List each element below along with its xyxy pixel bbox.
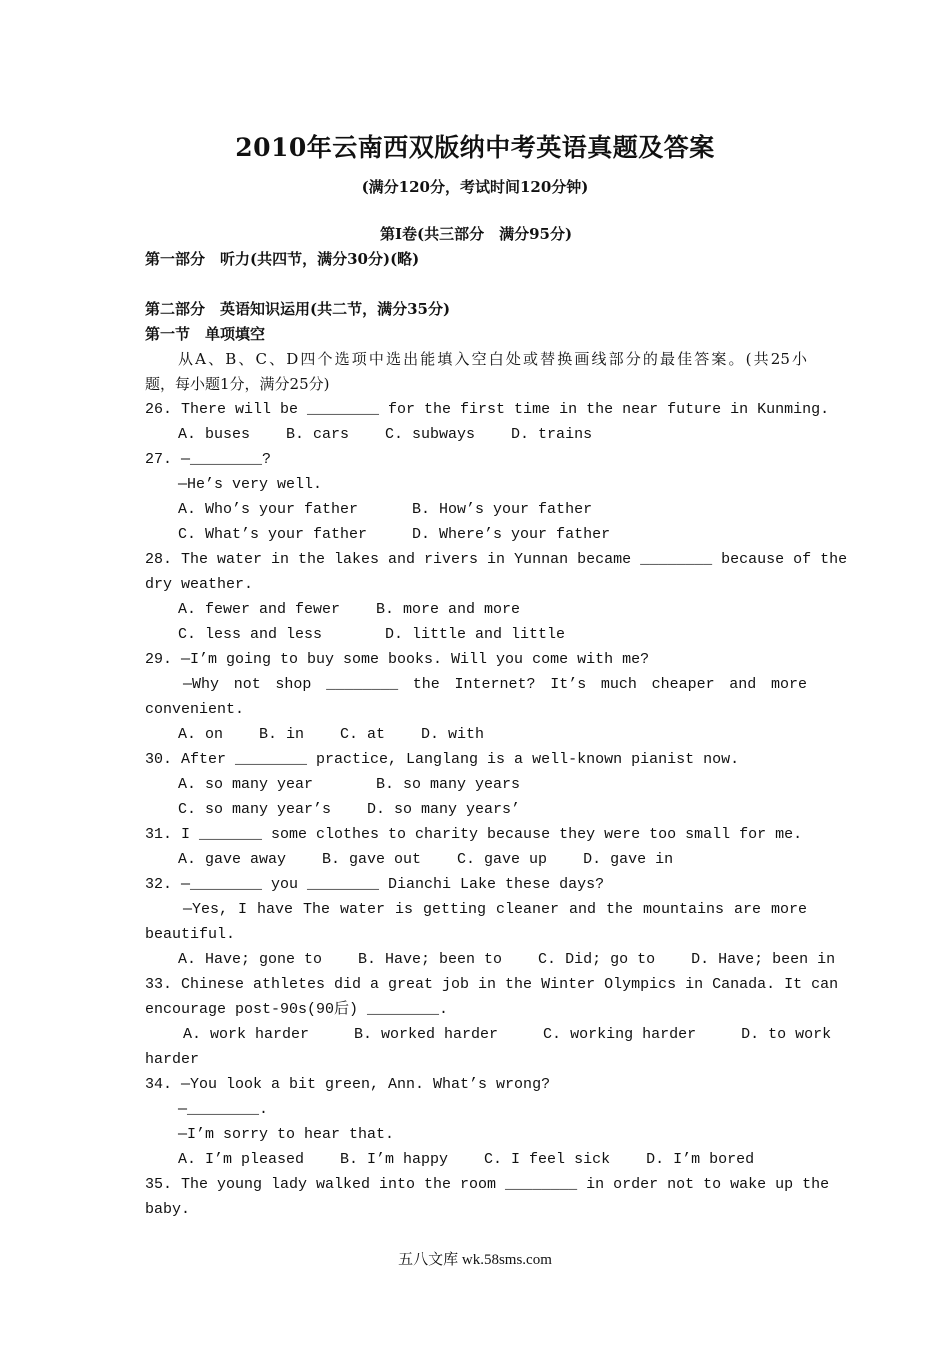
question-30-options: A. so many year B. so many years [178,776,521,793]
question-29-reply: —Why not shop ________ the Internet? It’s much cheaper and more [183,676,807,693]
question-35-stem-cont: baby. [145,1201,191,1218]
question-28-stem: 28. The water in the lakes and rivers in Yunnan became ________ because of the [145,551,848,568]
question-32-options: A. Have; gone to B. Have; been to C. Did; go to D. Have; been in [178,951,836,968]
question-32-reply-cont: beautiful. [145,926,236,943]
question-32-reply: —Yes, I have The water is getting cleaner and the mountains are more [183,901,807,918]
question-33-stem-cont: encourage post-90s(90后) ________. [145,1001,449,1018]
question-34-stem: 34. —You look a bit green, Ann. What’s wrong? [145,1076,551,1093]
question-30-options: C. so many year’s D. so many years’ [178,801,521,818]
question-33-stem: 33. Chinese athletes did a great job in the Winter Olympics in Canada. It can [145,976,839,993]
question-34-options: A. I’m pleased B. I’m happy C. I feel sick D. I’m bored [178,1151,755,1168]
instructions-line: 题，每小题1分，满分25分) [145,375,330,393]
question-34-reply: —________. [178,1101,269,1118]
section1-heading: 第一节 单项填空 [145,325,266,343]
part1-heading: 第一部分 听力(共四节，满分30分)(略) [145,250,420,268]
exam-body [145,222,848,1222]
question-26-options: A. buses B. cars C. subways D. trains [178,426,593,443]
question-35-stem: 35. The young lady walked into the room ________ in order not to wake up the [145,1176,830,1193]
footer-watermark: 五八文库 wk.58sms.com [398,1252,552,1268]
question-34-reply: —I’m sorry to hear that. [178,1126,395,1143]
question-29-stem: 29. —I’m going to buy some books. Will you come with me? [145,651,650,668]
question-29-reply-cont: convenient. [145,701,245,718]
question-27-reply: —He’s very well. [178,476,323,493]
page-title: 2010年云南西双版纳中考英语真题及答案 [235,133,715,162]
question-27-stem: 27. —________? [145,451,272,468]
question-28-options: C. less and less D. little and little [178,626,566,643]
question-27-options: A. Who’s your father B. How’s your father [178,501,593,518]
question-31-stem: 31. I _______ some clothes to charity because they were too small for me. [145,826,803,843]
question-27-options: C. What’s your father D. Where’s your father [178,526,611,543]
part2-heading: 第二部分 英语知识运用(共二节，满分35分) [145,300,451,318]
page-subtitle: (满分120分，考试时间120分钟) [361,178,589,196]
spacer [145,272,807,297]
question-33-options: A. work harder B. worked harder C. working harder D. to work [183,1026,832,1043]
question-28-stem-cont: dry weather. [145,576,254,593]
question-28-options: A. fewer and fewer B. more and more [178,601,521,618]
question-29-options: A. on B. in C. at D. with [178,726,485,743]
question-33-options-cont: harder [145,1051,200,1068]
instructions-line: 从A、B、C、D四个选项中选出能填入空白处或替换画线部分的最佳答案。(共25小 [178,350,807,368]
question-32-stem: 32. —________ you ________ Dianchi Lake these days? [145,876,605,893]
volume-heading: 第Ⅰ卷(共三部分 满分95分) [379,225,573,243]
question-30-stem: 30. After ________ practice, Langlang is a well-known pianist now. [145,751,740,768]
question-26-stem: 26. There will be ________ for the first time in the near future in Kunming. [145,401,830,418]
question-31-options: A. gave away B. gave out C. gave up D. gave in [178,851,674,868]
